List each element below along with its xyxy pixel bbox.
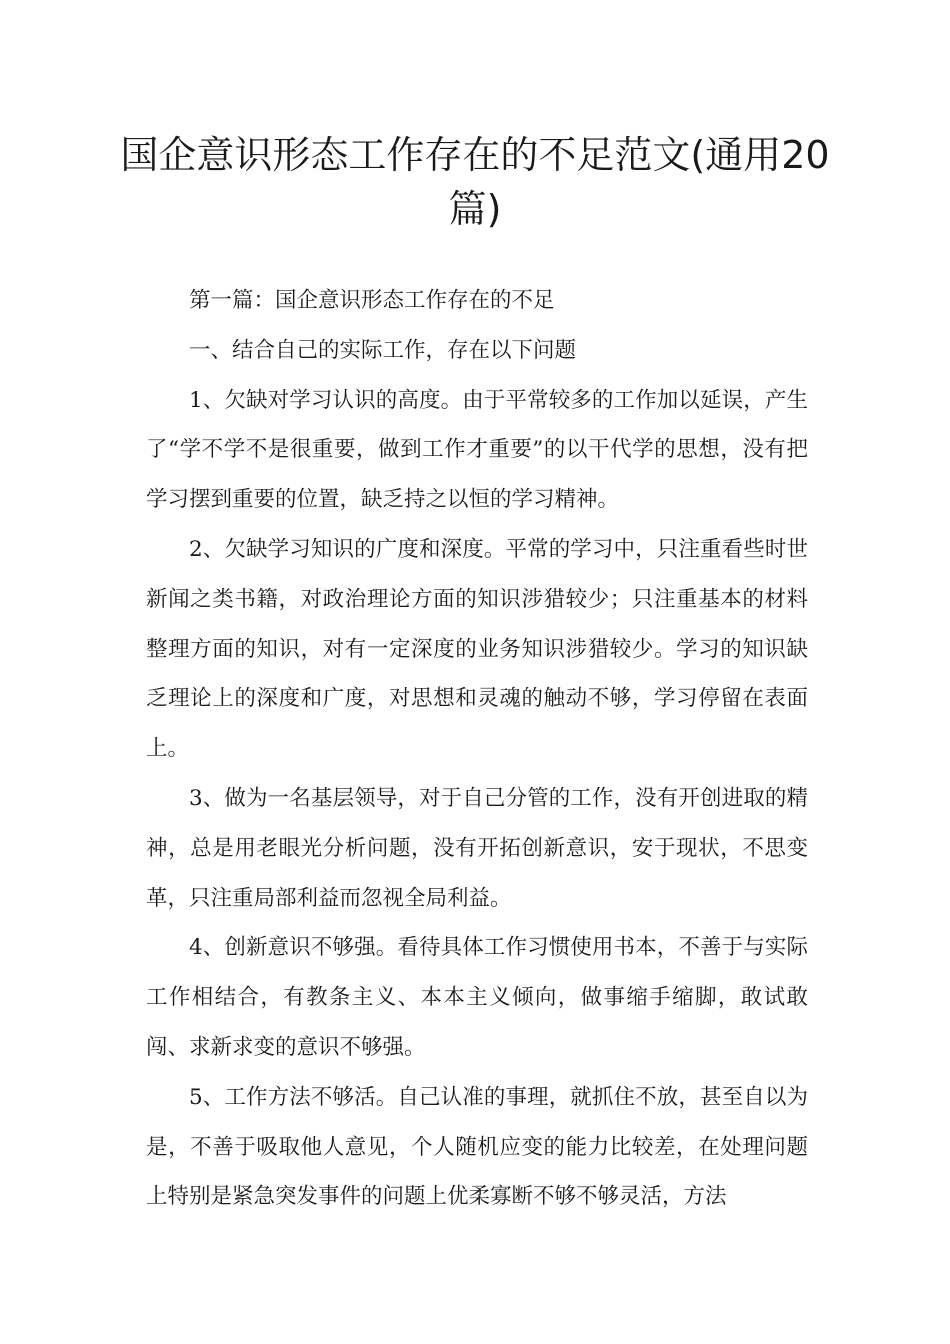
paragraph-item-2: 2、欠缺学习知识的广度和深度。平常的学习中，只注重看些时世新闻之类书籍，对政治理论方面的知识涉猎较少；只注重基本的材料整理方面的知识，对有一定深度的业务知识涉猎较少。学习的知识缺乏理论上的深度和广度，对思想和灵魂的触动不够，学习停留在表面上。 bbox=[146, 536, 808, 762]
paragraph-item-3: 3、做为一名基层领导，对于自己分管的工作，没有开创进取的精神，总是用老眼光分析问题，没有开拓创新意识，安于现状，不思变革，只注重局部利益而忽视全局利益。 bbox=[146, 785, 808, 911]
paragraph-item-1: 1、欠缺对学习认识的高度。由于平常较多的工作加以延误，产生了“学不学不是很重要，做到工作才重要”的以干代学的思想，没有把学习摆到重要的位置，缺乏持之以恒的学习精神。 bbox=[146, 387, 808, 513]
document-body bbox=[146, 276, 808, 1222]
document-title: 国企意识形态工作存在的不足范文(通用20篇) bbox=[120, 133, 830, 231]
paragraph-item-4: 4、创新意识不够强。看待具体工作习惯使用书本，不善于与实际工作相结合，有教条主义、本本主义倾向，做事缩手缩脚，敢试敢闯、求新求变的意识不够强。 bbox=[146, 935, 808, 1060]
paragraph-heading-chapter: 第一篇：国企意识形态工作存在的不足 bbox=[189, 288, 555, 313]
paragraph-item-5: 5、工作方法不够活。自己认准的事理，就抓住不放，甚至自以为是，不善于吸取他人意见，个人随机应变的能力比较差，在处理问题上特别是紧急突发事件的问题上优柔寡断不够不够灵活，方法 bbox=[146, 1084, 808, 1210]
paragraph-heading-section: 一、结合自己的实际工作，存在以下问题 bbox=[189, 337, 577, 363]
